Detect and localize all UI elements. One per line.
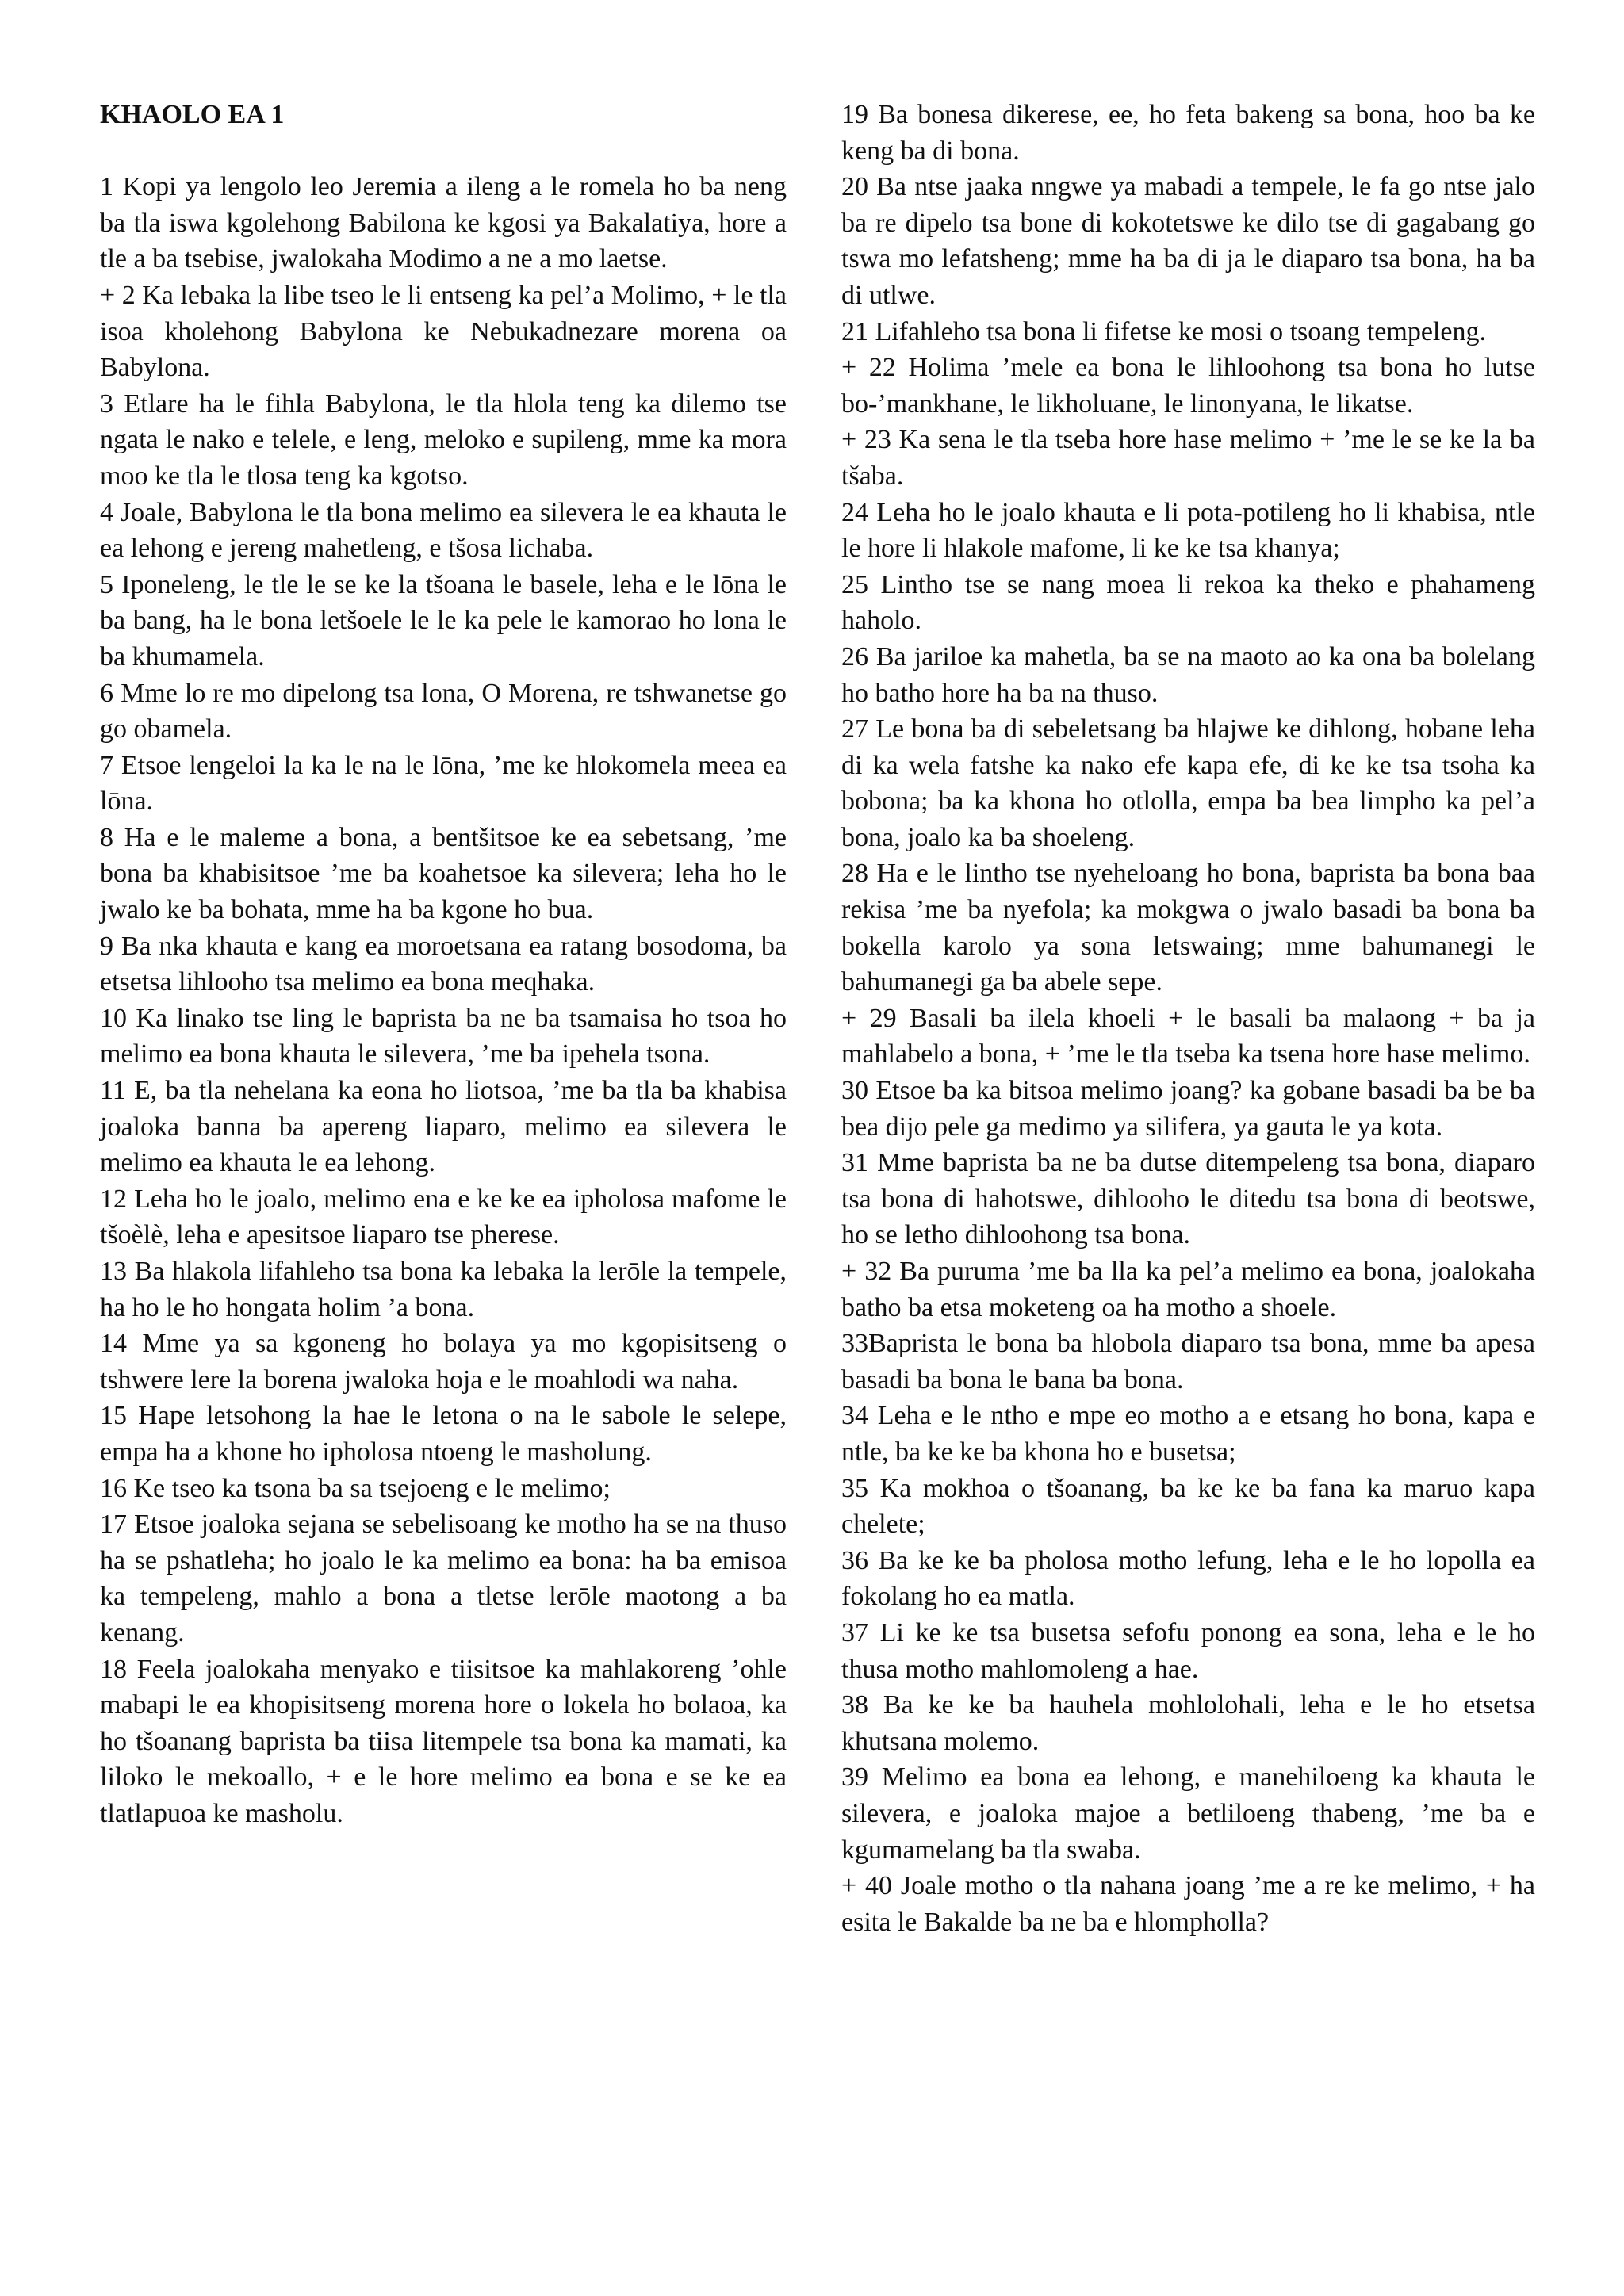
verse-paragraph: 27 Le bona ba di sebeletsang ba hlajwe ke dihlong, hobane leha di ka wela fatshe ka nako efe kapa efe, di ke ke tsa tsoha ka bobona; ba ka khona ho otlolla, empa ba bea limpho ka pel’a bona, joalo ka ba shoeleng.	[841, 714, 1535, 852]
verse-paragraph: 34 Leha e le ntho e mpe eo motho a e etsang ho bona, kapa e ntle, ba ke ke ba khona ho e busetsa;	[841, 1401, 1535, 1467]
verse-paragraph: 1 Kopi ya lengolo leo Jeremia a ileng a le romela ho ba neng ba tla iswa kgolehong Babilona ke kgosi ya Bakalatiya, hore a tle a ba tsebise, jwalokaha Modimo a ne a mo laetse.	[100, 172, 787, 274]
verse-paragraph: 35 Ka mokhoa o tšoanang, ba ke ke ba fana ka maruo kapa chelete;	[841, 1473, 1535, 1540]
verse-paragraph: + 40 Joale motho o tla nahana joang ’me a re ke melimo, + ha esita le Bakalde ba ne ba e hlompholla?	[841, 1871, 1535, 1937]
verse-paragraph: 31 Mme baprista ba ne ba dutse ditempeleng tsa bona, diaparo tsa bona di hahotswe, dihlooho le ditedu tsa bona di beotswe, ho se letho dihloohong tsa bona.	[841, 1148, 1535, 1250]
verse-paragraph: 21 Lifahleho tsa bona li fifetse ke mosi o tsoang tempeleng.	[841, 316, 1486, 346]
verse-paragraph: 17 Etsoe joaloka sejana se sebelisoang ke motho ha se na thuso ha se pshatleha; ho joalo le ka melimo ea bona: ha ba emisoa ka tempeleng, mahlo a bona a tletse lerōle maotong a ba kenang.	[100, 1510, 787, 1647]
verse-paragraph: 11 E, ba tla nehelana ka eona ho liotsoa, ’me ba tla ba khabisa joaloka banna ba apereng liaparo, melimo ea silevera le melimo ea khauta le ea lehong.	[100, 1076, 787, 1178]
verse-paragraph: 19 Ba bonesa dikerese, ee, ho feta bakeng sa bona, hoo ba ke keng ba di bona.	[841, 100, 1535, 166]
verse-paragraph: 8 Ha e le maleme a bona, a bentšitsoe ke ea sebetsang, ’me bona ba khabisitsoe ’me ba koahetsoe ka silevera; leha ho le jwalo ke ba bohata, mme ha ba kgone ho bua.	[100, 822, 787, 925]
verse-paragraph: 10 Ka linako tse ling le baprista ba ne ba tsamaisa ho tsoa ho melimo ea bona khauta le silevera, ’me ba ipehela tsona.	[100, 1003, 787, 1070]
verse-paragraph: 14 Mme ya sa kgoneng ho bolaya ya mo kgopisitseng o tshwere lere la borena jwaloka hoja e le moahlodi wa naha.	[100, 1329, 787, 1395]
verse-paragraph: 9 Ba nka khauta e kang ea moroetsana ea ratang bosodoma, ba etsetsa lihlooho tsa melimo ea bona meqhaka.	[100, 931, 787, 997]
verse-paragraph: 18 Feela joalokaha menyako e tiisitsoe ka mahlakoreng ’ohle mabapi le ea khopisitseng morena hore o lokela ho bolaoa, ka ho tšoanang baprista ba tiisa litempele tsa bona ka mamati, ka liloko le mekoallo, + e le hore melimo ea bona e se ke ea tlatlapuoa ke masholu.	[100, 1654, 787, 1828]
verse-paragraph: 38 Ba ke ke ba hauhela mohlolohali, leha e le ho etsetsa khutsana molemo.	[841, 1690, 1535, 1756]
right-verse-list	[841, 97, 1535, 1940]
verse-paragraph: 7 Etsoe lengeloi la ka le na le lōna, ’me ke hlokomela meea ea lōna.	[100, 750, 787, 817]
verse-paragraph: 36 Ba ke ke ba pholosa motho lefung, leha e le ho lopolla ea fokolang ho ea matla.	[841, 1545, 1535, 1612]
right-column	[841, 97, 1535, 1940]
verse-paragraph: 16 Ke tseo ka tsona ba sa tsejoeng e le melimo;	[100, 1473, 611, 1503]
verse-paragraph: 15 Hape letsohong la hae le letona o na le sabole le selepe, empa ha a khone ho ipholosa ntoeng le masholung.	[100, 1401, 787, 1467]
verse-paragraph: 25 Lintho tse se nang moea li rekoa ka theko e phahameng haholo.	[841, 569, 1535, 636]
verse-paragraph: 13 Ba hlakola lifahleho tsa bona ka lebaka la lerōle la tempele, ha ho le ho hongata holim ’a bona.	[100, 1257, 787, 1322]
verse-paragraph: 20 Ba ntse jaaka nngwe ya mabadi a tempele, le fa go ntse jalo ba re dipelo tsa bone di kokotetswe ke dilo tse di gagabang go tswa mo lefatsheng; mme ha ba di ja le diaparo tsa bona, ha ba di utlwe.	[841, 172, 1535, 310]
left-column	[100, 97, 787, 1832]
verse-paragraph: 3 Etlare ha le fihla Babylona, le tla hlola teng ka dilemo tse ngata le nako e telele, e leng, meloko e supileng, mme ka mora moo ke tla le tlosa teng ka kgotso.	[100, 388, 787, 491]
verse-paragraph: 6 Mme lo re mo dipelong tsa lona, O Morena, re tshwanetse go go obamela.	[100, 678, 787, 744]
verse-paragraph: + 2 Ka lebaka la libe tseo le li entseng ka pel’a Molimo, + le tla isoa kholehong Babylona ke Nebukadnezare morena oa Babylona.	[100, 280, 787, 383]
verse-paragraph: 33Baprista le bona ba hlobola diaparo tsa bona, mme ba apesa basadi ba bona le bana ba bona.	[841, 1329, 1535, 1395]
verse-paragraph: 5 Iponeleng, le tle le se ke la tšoana le basele, leha e le lōna le ba bang, ha le bona letšoele le le ka pele le kamorao ho lona le ba khumamela.	[100, 569, 787, 672]
verse-paragraph: + 22 Holima ’mele ea bona le lihloohong tsa bona ho lutse bo-’mankhane, le likholuane, le linonyana, le likatse.	[841, 353, 1535, 419]
verse-paragraph: + 23 Ka sena le tla tseba hore hase melimo + ’me le se ke la ba tšaba.	[841, 425, 1535, 491]
verse-paragraph: 37 Li ke ke tsa busetsa sefofu ponong ea sona, leha e le ho thusa motho mahlomoleng a hae.	[841, 1617, 1535, 1684]
verse-paragraph: 30 Etsoe ba ka bitsoa melimo joang? ka gobane basadi ba be ba bea dijo pele ga medimo ya silifera, ya gauta le ya kota.	[841, 1076, 1535, 1142]
verse-paragraph: + 32 Ba puruma ’me ba lla ka pel’a melimo ea bona, joalokaha batho ba etsa moketeng oa ha motho a shoele.	[841, 1257, 1535, 1322]
chapter-heading: KHAOLO EA 1	[100, 100, 285, 129]
verse-paragraph: 12 Leha ho le joalo, melimo ena e ke ke ea ipholosa mafome le tšoèlè, leha e apesitsoe liaparo tse pherese.	[100, 1184, 787, 1250]
verse-paragraph: 28 Ha e le lintho tse nyeheloang ho bona, baprista ba bona baa rekisa ’me ba nyefola; ka mokgwa o jwalo basadi ba bona ba bokella karolo ya sona letswaing; mme bahumanegi le bahumanegi ga ba abele sepe.	[841, 859, 1535, 997]
verse-paragraph: 26 Ba jariloe ka mahetla, ba se na maoto ao ka ona ba bolelang ho batho hore ha ba na thuso.	[841, 641, 1535, 708]
verse-paragraph: + 29 Basali ba ilela khoeli + le basali ba malaong + ba ja mahlabelo a bona, + ’me le tla tseba ka tsena hore hase melimo.	[841, 1003, 1535, 1070]
verse-paragraph: 39 Melimo ea bona ea lehong, e manehiloeng ka khauta le silevera, e joaloka majoe a betliloeng thabeng, ’me ba e kgumamelang ba tla swaba.	[841, 1762, 1535, 1865]
verse-paragraph: 24 Leha ho le joalo khauta e li pota-potileng ho li khabisa, ntle le hore li hlakole mafome, li ke ke tsa khanya;	[841, 497, 1535, 564]
verse-paragraph: 4 Joale, Babylona le tla bona melimo ea silevera le ea khauta le ea lehong e jereng mahetleng, e tšosa lichaba.	[100, 497, 787, 564]
left-verse-list	[100, 169, 787, 1831]
